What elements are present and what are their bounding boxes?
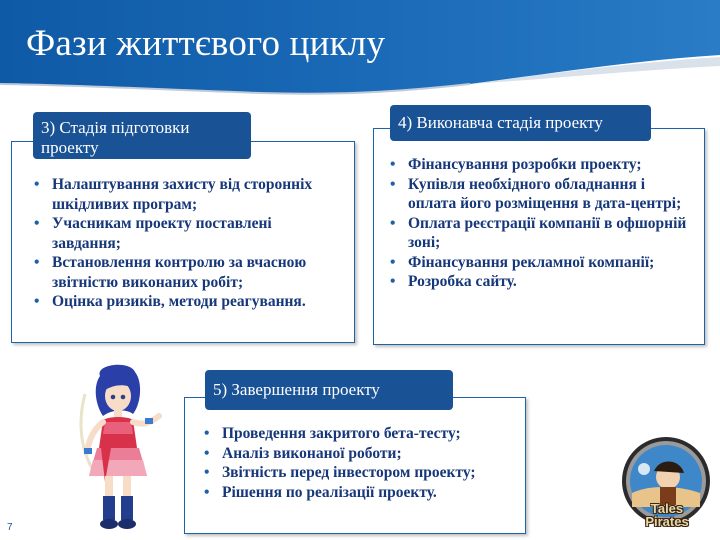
- phase-card-execution-list: [385, 155, 697, 292]
- list-item: • Встановлення контролю за вчасною звітністю виконаних робіт;: [29, 253, 344, 292]
- phase-card-preparation-header: 3) Стадія підготовки проекту: [33, 112, 251, 159]
- list-item: • Розробка сайту.: [385, 272, 697, 292]
- list-item: • Проведення закритого бета-тесту;: [199, 424, 517, 444]
- list-item: • Фінансування розробки проекту;: [385, 155, 697, 175]
- anime-character-image: [75, 364, 165, 534]
- phase-card-completion-list: [199, 424, 517, 502]
- game-logo-text: Tales Pirates: [645, 501, 689, 529]
- list-item: • Аналіз виконаної роботи;: [199, 444, 517, 464]
- phase-card-preparation-list: [29, 175, 344, 312]
- list-item: • Купівля необхідного обладнання і оплата його розміщення в дата-центрі;: [385, 175, 697, 214]
- phase-card-execution-header: 4) Виконавча стадія проекту: [390, 105, 651, 141]
- list-item: • Звітність перед інвестором проекту;: [199, 463, 517, 483]
- list-item: • Фінансування рекламної компанії;: [385, 253, 697, 273]
- list-item: • Учасникам проекту поставлені завдання;: [29, 214, 344, 253]
- page-number: 7: [7, 522, 13, 533]
- slide-title: Фази життєвого циклу: [26, 23, 386, 64]
- phase-card-completion-header: 5) Завершення проекту: [205, 370, 453, 410]
- list-item: • Рішення по реалізації проекту.: [199, 483, 517, 503]
- list-item: • Оплата реєстрації компанії в офшорній зоні;: [385, 214, 697, 253]
- list-item: • Налаштування захисту від сторонніх шкідливих програм;: [29, 175, 344, 214]
- list-item: • Оцінка ризиків, методи реагування.: [29, 292, 344, 312]
- header-banner: [0, 0, 720, 100]
